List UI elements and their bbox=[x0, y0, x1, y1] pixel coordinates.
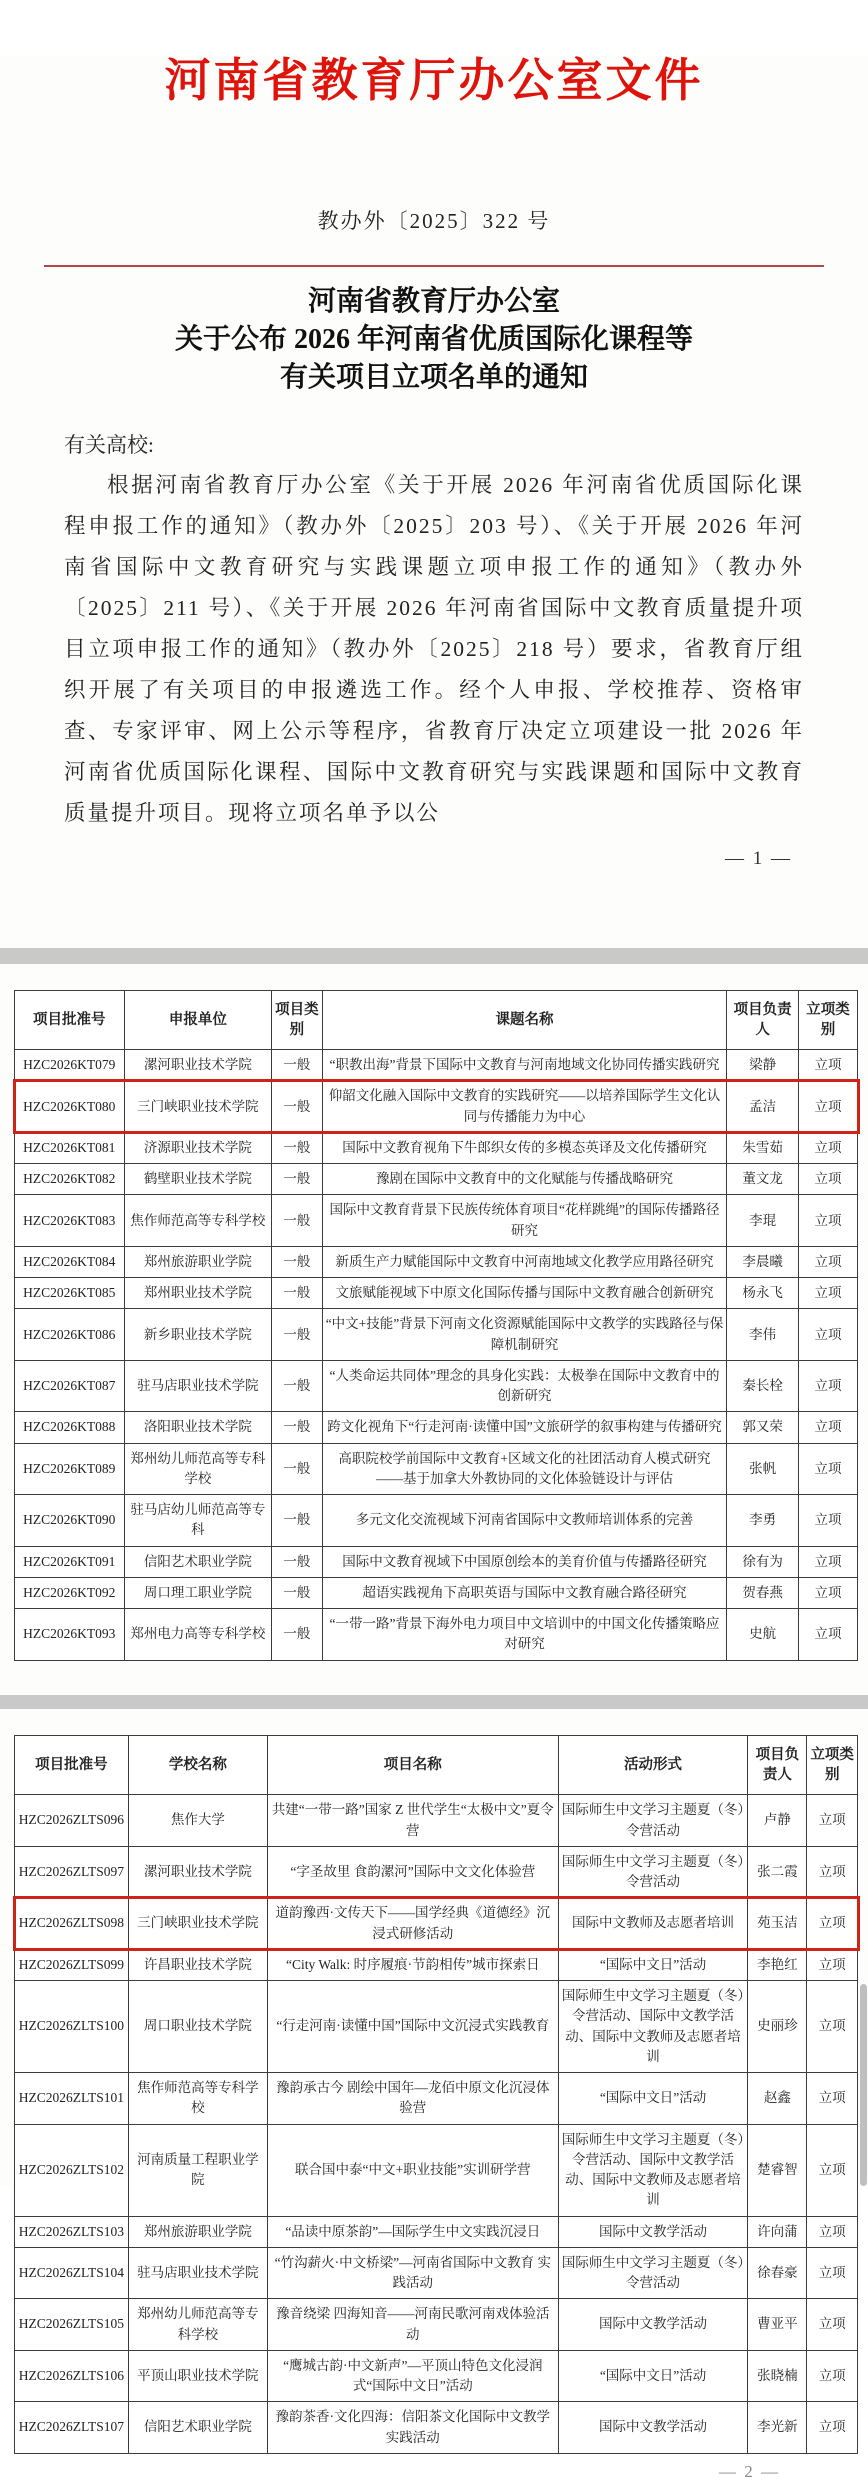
table-row bbox=[15, 1546, 858, 1577]
table-cell: 一般 bbox=[272, 1546, 323, 1577]
table-cell: HZC2026KT085 bbox=[15, 1278, 125, 1309]
table-cell: 共建“一带一路”国家 Z 世代学生“太极中文”夏令营 bbox=[267, 1795, 558, 1847]
table-cell: 一般 bbox=[272, 1164, 323, 1195]
table-cell: 一般 bbox=[272, 1081, 323, 1133]
table-cell: 国际中文教育视角下牛郎织女传的多模态英译及文化传播研究 bbox=[322, 1132, 727, 1163]
table-cell: “中文+技能”背景下河南文化资源赋能国际中文教学的实践路径与保障机制研究 bbox=[322, 1309, 727, 1361]
table-cell: 立项 bbox=[807, 2350, 858, 2402]
table-cell: HZC2026KT089 bbox=[15, 1443, 125, 1495]
table-cell: 国际师生中文学习主题夏（冬）令营活动 bbox=[558, 1795, 748, 1847]
table-cell: 一般 bbox=[272, 1412, 323, 1443]
table-row bbox=[15, 1360, 858, 1412]
table-row bbox=[15, 1495, 858, 1547]
table-cell: 一般 bbox=[272, 1609, 323, 1661]
table-cell: HZC2026ZLTS106 bbox=[15, 2350, 129, 2402]
table-cell: HZC2026ZLTS099 bbox=[15, 1949, 129, 1980]
table-cell: 李晨曦 bbox=[727, 1246, 799, 1277]
salutation: 有关高校: bbox=[64, 432, 154, 457]
table-cell: 焦作师范高等专科学校 bbox=[128, 2073, 267, 2125]
table-cell: 仰韶文化融入国际中文教育的实践研究——以培养国际学生文化认同与传播能力为中心 bbox=[322, 1081, 727, 1133]
table-cell: 立项 bbox=[798, 1443, 857, 1495]
column-header: 项目批准号 bbox=[15, 1735, 129, 1795]
table-cell: “一带一路”背景下海外电力项目中文培训中的中国文化传播策略应对研究 bbox=[322, 1609, 727, 1661]
table-cell: HZC2026ZLTS097 bbox=[15, 1846, 129, 1898]
table-cell: 周口职业技术学院 bbox=[128, 1981, 267, 2073]
table-cell: HZC2026ZLTS104 bbox=[15, 2247, 129, 2299]
column-header: 项目负责人 bbox=[727, 990, 799, 1050]
table-cell: 郑州电力高等专科学校 bbox=[124, 1609, 272, 1661]
table-cell: 信阳艺术职业学院 bbox=[128, 2402, 267, 2454]
table-cell: HZC2026ZLTS096 bbox=[15, 1795, 129, 1847]
table-cell: 立项 bbox=[807, 2247, 858, 2299]
table-cell: “职教出海”背景下国际中文教育与河南地域文化协同传播实践研究 bbox=[322, 1050, 727, 1081]
notice-title-line3: 有关项目立项名单的通知 bbox=[279, 361, 588, 393]
table-cell: 豫韵承古今 剧绘中国年—龙佰中原文化沉浸体验营 bbox=[267, 2073, 558, 2125]
table-cell: 豫剧在国际中文教育中的文化赋能与传播战略研究 bbox=[322, 1164, 727, 1195]
table-cell: HZC2026KT083 bbox=[15, 1195, 125, 1247]
table-cell: 立项 bbox=[807, 1795, 858, 1847]
table-cell: 国际中文教育视域下中国原创绘本的美育价值与传播路径研究 bbox=[322, 1546, 727, 1577]
section-divider bbox=[0, 1695, 868, 1709]
table-cell: 董文龙 bbox=[727, 1164, 799, 1195]
table-cell: 立项 bbox=[798, 1195, 857, 1247]
table-cell: 郑州幼儿师范高等专科学校 bbox=[128, 2299, 267, 2351]
column-header: 学校名称 bbox=[128, 1735, 267, 1795]
table-cell: 一般 bbox=[272, 1050, 323, 1081]
table-cell: 国际师生中文学习主题夏（冬）令营活动、国际中文教学活动、国际中文教师及志愿者培训 bbox=[558, 2124, 748, 2216]
column-header: 活动形式 bbox=[558, 1735, 748, 1795]
table-cell: 立项 bbox=[807, 2124, 858, 2216]
table-cell: 济源职业技术学院 bbox=[124, 1132, 272, 1163]
table-cell: 三门峡职业技术学院 bbox=[128, 1898, 267, 1950]
table-cell: 立项 bbox=[798, 1164, 857, 1195]
table-cell: 新乡职业技术学院 bbox=[124, 1309, 272, 1361]
table-cell: 张晓楠 bbox=[748, 2350, 807, 2402]
table-cell: 李琨 bbox=[727, 1195, 799, 1247]
table-cell: 一般 bbox=[272, 1309, 323, 1361]
table-row-highlighted bbox=[15, 1898, 858, 1950]
table-cell: 新质生产力赋能国际中文教育中河南地域文化教学应用路径研究 bbox=[322, 1246, 727, 1277]
table-cell: 孟洁 bbox=[727, 1081, 799, 1133]
table-cell: 一般 bbox=[272, 1278, 323, 1309]
table-cell: 平顶山职业技术学院 bbox=[128, 2350, 267, 2402]
table-cell: 国际师生中文学习主题夏（冬）令营活动 bbox=[558, 2247, 748, 2299]
table-cell: 立项 bbox=[798, 1278, 857, 1309]
table-cell: 一般 bbox=[272, 1443, 323, 1495]
table-row bbox=[15, 2299, 858, 2351]
table-cell: HZC2026KT093 bbox=[15, 1609, 125, 1661]
table-2-header bbox=[15, 1735, 858, 1795]
table-cell: 郑州幼儿师范高等专科学校 bbox=[124, 1443, 272, 1495]
table-cell: 驻马店职业技术学院 bbox=[128, 2247, 267, 2299]
table-cell: 驻马店职业技术学院 bbox=[124, 1360, 272, 1412]
table-cell: 张帆 bbox=[727, 1443, 799, 1495]
table-row-highlighted bbox=[15, 1081, 858, 1133]
table-cell: 立项 bbox=[798, 1360, 857, 1412]
table-row bbox=[15, 1050, 858, 1081]
table-row bbox=[15, 1246, 858, 1277]
table-cell: 杨永飞 bbox=[727, 1278, 799, 1309]
table-cell: HZC2026ZLTS102 bbox=[15, 2124, 129, 2216]
table-cell: HZC2026ZLTS105 bbox=[15, 2299, 129, 2351]
table-row bbox=[15, 1577, 858, 1608]
table-cell: 立项 bbox=[798, 1412, 857, 1443]
table-cell: “人类命运共同体”理念的具身化实践：太极拳在国际中文教育中的创新研究 bbox=[322, 1360, 727, 1412]
table-cell: 立项 bbox=[807, 2073, 858, 2125]
table-cell: HZC2026ZLTS100 bbox=[15, 1981, 129, 2073]
table-cell: 李艳红 bbox=[748, 1949, 807, 1980]
table-cell: 郑州旅游职业学院 bbox=[124, 1246, 272, 1277]
table-row bbox=[15, 1164, 858, 1195]
table-cell: 联合国中泰“中文+职业技能”实训研学营 bbox=[267, 2124, 558, 2216]
table-cell: 朱雪茹 bbox=[727, 1132, 799, 1163]
table-row bbox=[15, 1846, 858, 1898]
table-1-body bbox=[15, 1050, 858, 1661]
table-cell: 郑州旅游职业学院 bbox=[128, 2216, 267, 2247]
project-table-1 bbox=[14, 990, 858, 1661]
table-1-header bbox=[15, 990, 858, 1050]
table-row bbox=[15, 1795, 858, 1847]
activity-projects-table-section bbox=[14, 1735, 858, 2454]
table-cell: 赵鑫 bbox=[748, 2073, 807, 2125]
letterhead-title: 河南省教育厅办公室文件 bbox=[164, 55, 704, 106]
column-header: 立项类别 bbox=[798, 990, 857, 1050]
table-cell: “品读中原茶韵”—国际学生中文实践沉浸日 bbox=[267, 2216, 558, 2247]
table-cell: 郭又荣 bbox=[727, 1412, 799, 1443]
notice-title-line1: 河南省教育厅办公室 bbox=[307, 285, 560, 317]
table-cell: 立项 bbox=[798, 1132, 857, 1163]
table-cell: 多元文化交流视域下河南省国际中文教师培训体系的完善 bbox=[322, 1495, 727, 1547]
table-cell: 鹤壁职业技术学院 bbox=[124, 1164, 272, 1195]
table-row bbox=[15, 1278, 858, 1309]
table-cell: 许昌职业技术学院 bbox=[128, 1949, 267, 1980]
body-paragraph: 根据河南省教育厅办公室《关于开展 2026 年河南省优质国际化课程申报工作的通知》（教办外〔2025〕203 号）、《关于开展 2026 年河南省国际中文教育研究与实践课题立项申报工作的通知》（教办外〔2025〕211 号）、《关于开展 2026 年河南省国际中文教育质量提升项目立项申报工作的通知》（教办外〔2025〕218 号）要求，省教育厅组织开展了有关项目的申报遴选工作。经个人申报、学校推荐、资格审查、专家评审、网上公示等程序，省教育厅决定立项建设一批 2026 年河南省优质国际化课程、国际中文教育研究与实践课题和国际中文教育质量提升项目。现将立项名单予以公 bbox=[64, 472, 804, 825]
page-2-number-clipped: — 2 — bbox=[719, 2461, 780, 2481]
table-cell: 文旅赋能视域下中原文化国际传播与国际中文教育融合创新研究 bbox=[322, 1278, 727, 1309]
table-row bbox=[15, 1132, 858, 1163]
table-cell: 立项 bbox=[807, 2216, 858, 2247]
table-row bbox=[15, 2402, 858, 2454]
table-cell: HZC2026ZLTS098 bbox=[15, 1898, 129, 1950]
table-cell: 梁静 bbox=[727, 1050, 799, 1081]
table-row bbox=[15, 1981, 858, 2073]
table-cell: 立项 bbox=[807, 2402, 858, 2454]
table-cell: 立项 bbox=[807, 1981, 858, 2073]
table-row bbox=[15, 1309, 858, 1361]
table-cell: “竹沟薪火·中文桥梁”—河南省国际中文教育 实践活动 bbox=[267, 2247, 558, 2299]
table-cell: 一般 bbox=[272, 1246, 323, 1277]
table-cell: 史航 bbox=[727, 1609, 799, 1661]
column-header: 项目类别 bbox=[272, 990, 323, 1050]
table-cell: HZC2026KT090 bbox=[15, 1495, 125, 1547]
table-cell: 国际中文教学活动 bbox=[558, 2216, 748, 2247]
table-cell: 立项 bbox=[798, 1546, 857, 1577]
table-cell: HZC2026ZLTS107 bbox=[15, 2402, 129, 2454]
table-cell: HZC2026KT082 bbox=[15, 1164, 125, 1195]
header-row bbox=[15, 990, 858, 1050]
table-cell: 史丽珍 bbox=[748, 1981, 807, 2073]
table-cell: HZC2026KT087 bbox=[15, 1360, 125, 1412]
table-cell: 河南质量工程职业学院 bbox=[128, 2124, 267, 2216]
table-row bbox=[15, 1443, 858, 1495]
table-cell: 焦作大学 bbox=[128, 1795, 267, 1847]
table-cell: 焦作师范高等专科学校 bbox=[124, 1195, 272, 1247]
table-cell: 一般 bbox=[272, 1577, 323, 1608]
notice-title-line2: 关于公布 2026 年河南省优质国际化课程等 bbox=[174, 323, 693, 355]
table-cell: HZC2026KT079 bbox=[15, 1050, 125, 1081]
page-number: — 1 — bbox=[725, 847, 792, 869]
table-row bbox=[15, 1195, 858, 1247]
table-cell: HZC2026KT088 bbox=[15, 1412, 125, 1443]
table-cell: 立项 bbox=[807, 1898, 858, 1950]
table-cell: HZC2026KT092 bbox=[15, 1577, 125, 1608]
table-cell: “国际中文日”活动 bbox=[558, 2350, 748, 2402]
table-row bbox=[15, 2247, 858, 2299]
table-cell: 苑玉洁 bbox=[748, 1898, 807, 1950]
table-cell: 驻马店幼儿师范高等专科 bbox=[124, 1495, 272, 1547]
table-cell: 一般 bbox=[272, 1360, 323, 1412]
table-cell: 国际师生中文学习主题夏（冬）令营活动 bbox=[558, 1846, 748, 1898]
table-cell: 贺春燕 bbox=[727, 1577, 799, 1608]
project-table-2 bbox=[14, 1735, 858, 2454]
column-header: 申报单位 bbox=[124, 990, 272, 1050]
scrollbar-thumb[interactable] bbox=[860, 1984, 867, 2186]
table-cell: HZC2026KT084 bbox=[15, 1246, 125, 1277]
table-cell: HZC2026KT091 bbox=[15, 1546, 125, 1577]
document-page bbox=[0, 55, 868, 2481]
table-cell: 三门峡职业技术学院 bbox=[124, 1081, 272, 1133]
table-cell: 立项 bbox=[798, 1081, 857, 1133]
table-cell: 李光新 bbox=[748, 2402, 807, 2454]
table-cell: 立项 bbox=[798, 1577, 857, 1608]
table-cell: 立项 bbox=[798, 1309, 857, 1361]
table-cell: 李伟 bbox=[727, 1309, 799, 1361]
notice-title bbox=[0, 283, 868, 397]
table-cell: 秦长栓 bbox=[727, 1360, 799, 1412]
table-cell: 曹亚平 bbox=[748, 2299, 807, 2351]
table-cell: 立项 bbox=[798, 1246, 857, 1277]
table-cell: 楚睿智 bbox=[748, 2124, 807, 2216]
table-row bbox=[15, 2124, 858, 2216]
table-cell: 高职院校学前国际中文教育+区域文化的社团活动育人模式研究——基于加拿大外教协同的文化体验链设计与评估 bbox=[322, 1443, 727, 1495]
table-cell: 徐有为 bbox=[727, 1546, 799, 1577]
table-cell: “字圣故里 食韵漯河”国际中文文化体验营 bbox=[267, 1846, 558, 1898]
table-cell: 漯河职业技术学院 bbox=[128, 1846, 267, 1898]
table-cell: “鹰城古韵·中文新声”—平顶山特色文化浸润式“国际中文日”活动 bbox=[267, 2350, 558, 2402]
section-divider bbox=[0, 948, 868, 964]
table-cell: 豫韵茶香·文化四海：信阳茶文化国际中文教学实践活动 bbox=[267, 2402, 558, 2454]
table-cell: 超语实践视角下高职英语与国际中文教育融合路径研究 bbox=[322, 1577, 727, 1608]
table-cell: 国际中文教学活动 bbox=[558, 2402, 748, 2454]
table-cell: 豫音绕梁 四海知音——河南民歌河南戏体验活动 bbox=[267, 2299, 558, 2351]
table-cell: 国际中文教育背景下民族传统体育项目“花样跳绳”的国际传播路径研究 bbox=[322, 1195, 727, 1247]
table-row bbox=[15, 2216, 858, 2247]
table-cell: 郑州职业技术学院 bbox=[124, 1278, 272, 1309]
table-cell: 跨文化视角下“行走河南·读懂中国”文旅研学的叙事构建与传播研究 bbox=[322, 1412, 727, 1443]
table-cell: 信阳艺术职业学院 bbox=[124, 1546, 272, 1577]
table-cell: 一般 bbox=[272, 1195, 323, 1247]
table-cell: 立项 bbox=[798, 1609, 857, 1661]
curriculum-projects-table-section bbox=[14, 990, 858, 1661]
table-cell: 立项 bbox=[807, 1846, 858, 1898]
table-cell: “国际中文日”活动 bbox=[558, 1949, 748, 1980]
table-cell: 周口理工职业学院 bbox=[124, 1577, 272, 1608]
column-header: 项目批准号 bbox=[15, 990, 125, 1050]
table-row bbox=[15, 2350, 858, 2402]
table-2-body bbox=[15, 1795, 858, 2454]
document-number: 教办外〔2025〕322 号 bbox=[317, 208, 551, 233]
header-row bbox=[15, 1735, 858, 1795]
table-cell: 道韵豫西·文传天下——国学经典《道德经》沉浸式研修活动 bbox=[267, 1898, 558, 1950]
table-cell: 立项 bbox=[798, 1050, 857, 1081]
table-row bbox=[15, 2073, 858, 2125]
table-cell: HZC2026ZLTS101 bbox=[15, 2073, 129, 2125]
table-cell: 立项 bbox=[798, 1495, 857, 1547]
table-row bbox=[15, 1412, 858, 1443]
table-cell: 卢静 bbox=[748, 1795, 807, 1847]
table-cell: 漯河职业技术学院 bbox=[124, 1050, 272, 1081]
column-header: 立项类别 bbox=[807, 1735, 858, 1795]
table-row bbox=[15, 1949, 858, 1980]
column-header: 项目负责人 bbox=[748, 1735, 807, 1795]
column-header: 项目名称 bbox=[267, 1735, 558, 1795]
column-header: 课题名称 bbox=[322, 990, 727, 1050]
table-row bbox=[15, 1609, 858, 1661]
table-cell: 立项 bbox=[807, 2299, 858, 2351]
table-cell: 一般 bbox=[272, 1132, 323, 1163]
table-cell: 李勇 bbox=[727, 1495, 799, 1547]
table-cell: “国际中文日”活动 bbox=[558, 2073, 748, 2125]
table-cell: “City Walk: 时序履痕·节韵相传”城市探索日 bbox=[267, 1949, 558, 1980]
table-cell: 一般 bbox=[272, 1495, 323, 1547]
red-divider-line bbox=[44, 265, 824, 267]
table-cell: “行走河南·读懂中国”国际中文沉浸式实践教育 bbox=[267, 1981, 558, 2073]
table-cell: HZC2026KT086 bbox=[15, 1309, 125, 1361]
table-cell: 洛阳职业技术学院 bbox=[124, 1412, 272, 1443]
table-cell: 许向蒲 bbox=[748, 2216, 807, 2247]
table-cell: 徐春豪 bbox=[748, 2247, 807, 2299]
table-cell: 国际中文教师及志愿者培训 bbox=[558, 1898, 748, 1950]
table-cell: HZC2026KT081 bbox=[15, 1132, 125, 1163]
table-cell: HZC2026ZLTS103 bbox=[15, 2216, 129, 2247]
table-cell: 国际师生中文学习主题夏（冬）令营活动、国际中文教学活动、国际中文教师及志愿者培训 bbox=[558, 1981, 748, 2073]
table-cell: 国际中文教学活动 bbox=[558, 2299, 748, 2351]
table-cell: 张二霞 bbox=[748, 1846, 807, 1898]
table-cell: 立项 bbox=[807, 1949, 858, 1980]
table-cell: HZC2026KT080 bbox=[15, 1081, 125, 1133]
